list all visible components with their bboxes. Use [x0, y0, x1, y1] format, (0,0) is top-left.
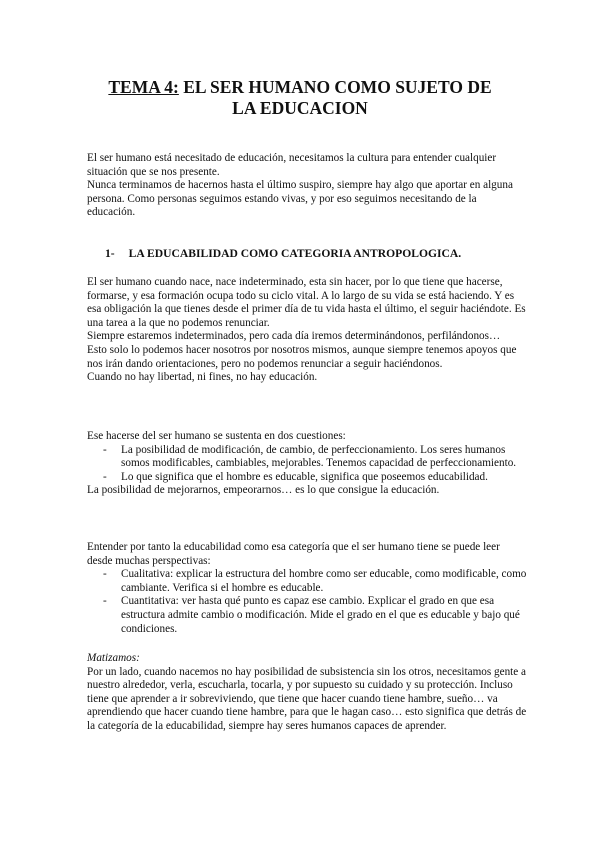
educability-line-1: El ser humano cuando nace, nace indeterminado, esta sin hacer, por lo que tiene que hacerse, formarse, y esa formación ocupa todo su ciclo vital. A lo largo de su vida se está haciendo. Y es esa obligación la que tienes desde el primer día de tu vida hasta el último, el seguir haciéndote. Es una tarea a la que no podemos renunciar. [87, 276, 526, 329]
nuance-paragraph [87, 652, 527, 734]
perspectives-lead: Entender por tanto la educabilidad como esa categoría que el ser humano tiene se puede leer desde muchas perspectivas: [87, 541, 500, 567]
dash-bullet: - [103, 443, 107, 456]
nuance-text: Por un lado, cuando nacemos no hay posibilidad de subsistencia sin los otros, necesitamos gente a nuestro alrededor, verla, escucharla, tocarla, y por supuesto su cuidado y su protección. Incluso tiene que aprender a ir sobreviviendo, que tiene que hacer cuando tiene hambre, sueño… va aprendiendo que hacer cuando tiene hambre, para que le hagan caso… esto significa que detrás de la categoría de la educabilidad, siempre hay seres humanos capaces de aprender. [87, 665, 527, 732]
foundations-paragraph [87, 430, 527, 498]
foundations-closing: La posibilidad de mejorarnos, empeorarnos… es lo que consigue la educación. [87, 484, 440, 497]
perspectives-list [87, 568, 527, 636]
intro-paragraph [87, 152, 527, 220]
list-item [87, 471, 527, 485]
title-topic-number: TEMA 4: [108, 77, 179, 97]
dash-bullet: - [103, 568, 107, 581]
document-title [60, 77, 540, 119]
list-item [87, 595, 527, 636]
dash-bullet: - [103, 470, 107, 483]
section-heading-text: LA EDUCABILIDAD COMO CATEGORIA ANTROPOLOGICA. [128, 247, 462, 260]
perspectives-paragraph [87, 541, 527, 636]
educability-line-4: Cuando no hay libertad, ni fines, no hay educación. [87, 371, 318, 384]
educability-paragraph [87, 276, 527, 385]
list-item-text: Cuantitativa: ver hasta qué punto es capaz ese cambio. Explicar el grado en que esa estructura admite cambio o modificación. Mide el grado en el que es educable y bajo qué condiciones. [121, 595, 520, 635]
title-line-2: LA EDUCACION [232, 98, 368, 118]
foundations-list [87, 444, 527, 485]
title-line-1: EL SER HUMANO COMO SUJETO DE [178, 77, 492, 97]
intro-line-2: Nunca terminamos de hacernos hasta el último suspiro, siempre hay algo que aportar en alguna persona. Como personas seguimos estando vivas, y por eso seguimos necesitando de la educación. [87, 179, 513, 219]
section-number: 1- [105, 247, 115, 260]
list-item [87, 444, 527, 471]
dash-bullet: - [103, 595, 107, 608]
educability-line-3: Esto solo lo podemos hacer nosotros por nosotros mismos, aunque siempre tenemos apoyos que nos irán dando orientaciones, pero no podemos renunciar a seguir haciéndonos. [87, 343, 517, 370]
foundations-lead: Ese hacerse del ser humano se sustenta en dos cuestiones: [87, 430, 346, 442]
list-item-text: Cualitativa: explicar la estructura del hombre como ser educable, como modificable, como cambiante. Verifica si el hombre es educable. [121, 568, 527, 594]
section-heading [105, 247, 461, 261]
intro-line-1: El ser humano está necesitado de educación, necesitamos la cultura para entender cualquier situación que se nos presente. [87, 152, 497, 178]
list-item [87, 568, 527, 595]
nuance-label: Matizamos: [87, 652, 140, 664]
educability-line-2: Siempre estaremos indeterminados, pero cada día iremos determinándonos, perfilándonos… [87, 330, 501, 343]
list-item-text: Lo que significa que el hombre es educable, significa que poseemos educabilidad. [121, 470, 488, 483]
list-item-text: La posibilidad de modificación, de cambio, de perfeccionamiento. Los seres humanos somos modificables, cambiables, mejorables. Tenemos capacidad de perfeccionamiento. [121, 443, 517, 470]
